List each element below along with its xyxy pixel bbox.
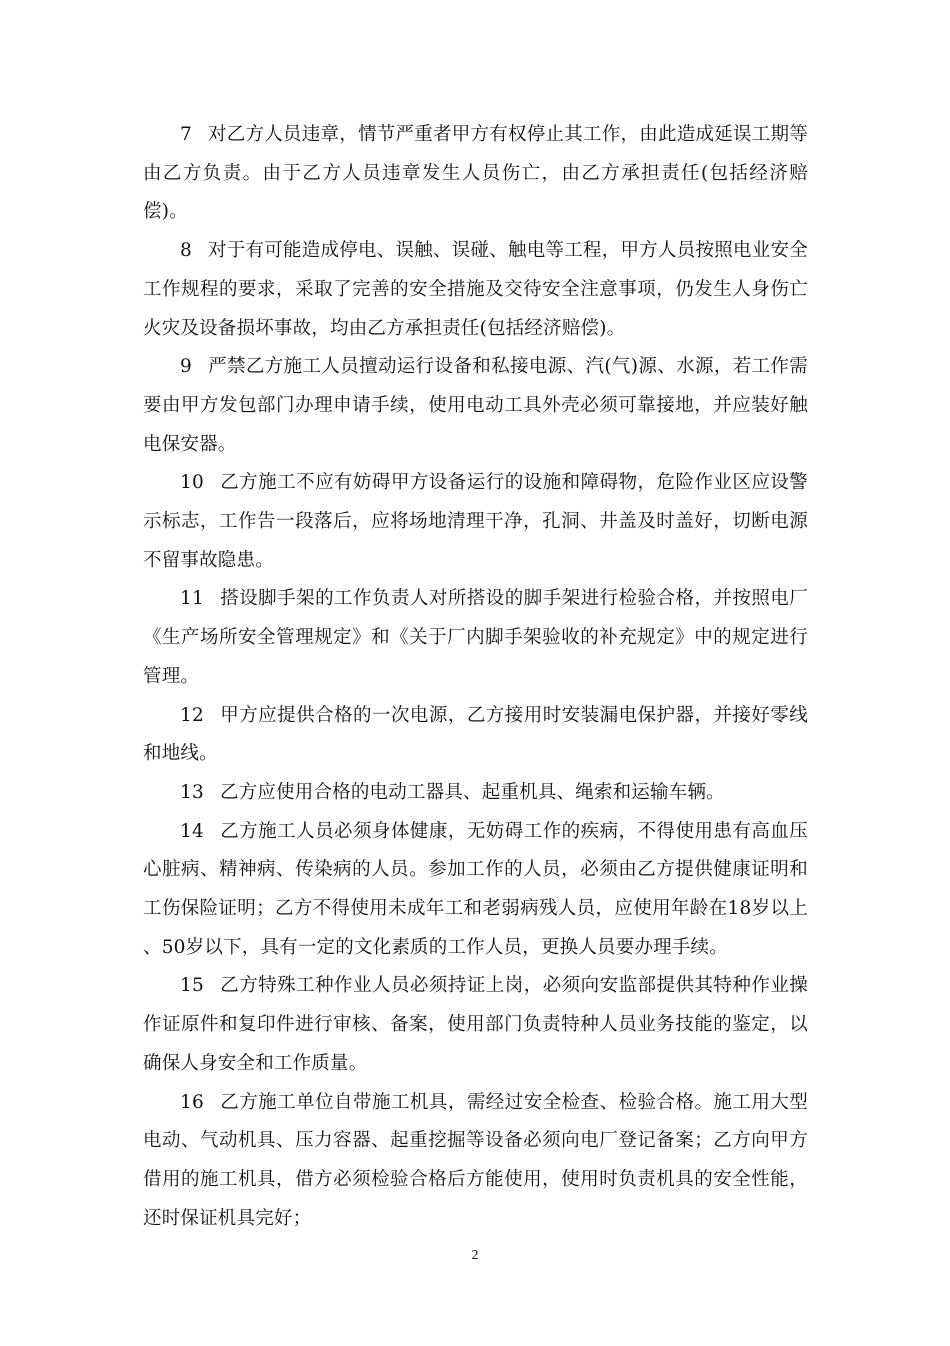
clause-13 — [143, 774, 808, 813]
clause-15 — [143, 967, 808, 1083]
clause-number: 11 — [180, 588, 204, 610]
clause-number: 13 — [180, 781, 204, 803]
clause-number: 14 — [180, 820, 204, 842]
clause-text: 乙方施工人员必须身体健康，无妨碍工作的疾病，不得使用患有高血压心脏病、精神病、传染病的人员。参加工作的人员，必须由乙方提供健康证明和工伤保险证明；乙方不得使用未成年工和老弱病残人员，应使用年龄在18岁以上 、50岁以下，具有一定的文化素质的工作人员，更换人员要办理手续。 — [143, 820, 808, 958]
clause-16 — [143, 1084, 808, 1239]
clause-number: 10 — [180, 472, 204, 494]
clause-14 — [143, 813, 808, 968]
clause-text: 乙方施工不应有妨碍甲方设备运行的设施和障碍物，危险作业区应设警示标志，工作告一段落后，应将场地清理干净，孔洞、井盖及时盖好，切断电源不留事故隐患。 — [143, 472, 808, 571]
clause-text: 对乙方人员违章，情节严重者甲方有权停止其工作，由此造成延误工期等由乙方负责。由于乙方人员违章发生人员伤亡，由乙方承担责任(包括经济赔偿)。 — [143, 124, 808, 223]
clause-9 — [143, 348, 808, 464]
document-body — [143, 116, 808, 1238]
clause-text: 乙方特殊工种作业人员必须持证上岗，必须向安监部提供其特种作业操作证原件和复印件进行审核、备案，使用部门负责特种人员业务技能的鉴定，以确保人身安全和工作质量。 — [143, 975, 808, 1074]
clause-11 — [143, 580, 808, 696]
clause-text: 对于有可能造成停电、误触、误碰、触电等工程，甲方人员按照电业安全工作规程的要求，采取了完善的安全措施及交待安全注意事项，仍发生人身伤亡火灾及设备损坏事故，均由乙方承担责任(包括经济赔偿)。 — [143, 240, 808, 339]
clause-number: 12 — [180, 704, 204, 726]
clause-number: 15 — [180, 975, 204, 997]
clause-number: 8 — [180, 240, 192, 262]
clause-8 — [143, 232, 808, 348]
clause-text: 搭设脚手架的工作负责人对所搭设的脚手架进行检验合格，并按照电厂《生产场所安全管理规定》和《关于厂内脚手架验收的补充规定》中的规定进行管理。 — [143, 588, 808, 687]
clause-text: 乙方施工单位自带施工机具，需经过安全检查、检验合格。施工用大型电动、气动机具、压力容器、起重挖掘等设备必须向电厂登记备案；乙方向甲方借用的施工机具，借方必须检验合格后方能使用，使用时负责机具的安全性能，还时保证机具完好； — [143, 1091, 808, 1229]
clause-text: 乙方应使用合格的电动工器具、起重机具、绳索和运输车辆。 — [219, 781, 725, 803]
clause-number: 9 — [180, 356, 192, 378]
clause-number: 7 — [180, 124, 192, 145]
clause-7 — [143, 116, 808, 232]
clause-text: 甲方应提供合格的一次电源，乙方接用时安装漏电保护器，并接好零线和地线。 — [143, 704, 808, 765]
clause-number: 16 — [180, 1091, 204, 1113]
clause-12 — [143, 697, 808, 774]
clause-text: 严禁乙方施工人员擅动运行设备和私接电源、汽(气)源、水源，若工作需要由甲方发包部门办理申请手续，使用电动工具外壳必须可靠接地，并应装好触电保安器。 — [143, 356, 808, 455]
clause-10 — [143, 464, 808, 580]
page-number: 2 — [471, 1248, 479, 1263]
